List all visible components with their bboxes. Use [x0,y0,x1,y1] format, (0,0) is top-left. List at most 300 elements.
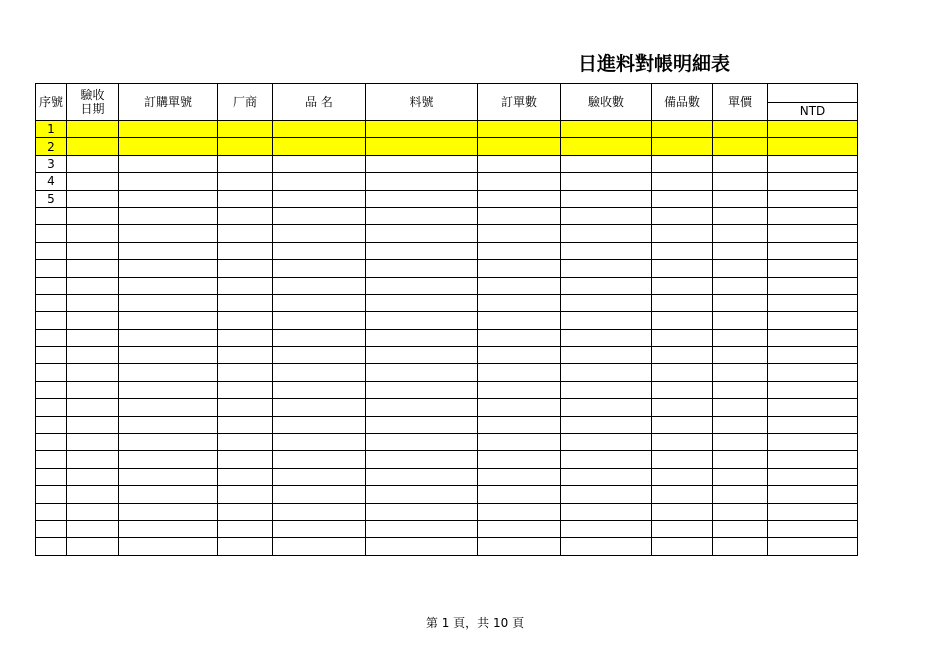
date-cell[interactable] [67,121,119,138]
order-qty-cell[interactable] [478,225,561,242]
table-row [36,399,858,416]
spare-qty-cell[interactable] [652,242,713,259]
amount-cell[interactable] [768,242,858,259]
page-footer: 第 1 頁，共 10 頁 [425,616,525,630]
received-qty-cell[interactable] [561,260,652,277]
item-name-cell[interactable] [273,364,366,381]
date-cell[interactable] [67,468,119,485]
unit-price-cell[interactable] [713,538,768,555]
vendor-cell[interactable] [218,503,273,520]
part-no-cell[interactable] [366,190,478,207]
vendor-cell[interactable] [218,207,273,224]
part-no-cell[interactable] [366,225,478,242]
date-cell[interactable] [67,207,119,224]
col-header-date [67,84,119,121]
received-qty-cell[interactable] [561,468,652,485]
date-cell[interactable] [67,364,119,381]
order-qty-cell[interactable] [478,434,561,451]
seq-cell[interactable]: 3 [36,155,67,172]
date-cell[interactable] [67,520,119,537]
table-row [36,486,858,503]
table-row [36,347,858,364]
date-cell[interactable] [67,312,119,329]
amount-cell[interactable] [768,207,858,224]
spare-qty-cell[interactable] [652,173,713,190]
date-cell[interactable] [67,294,119,311]
order-no-cell[interactable] [119,538,218,555]
sheet-title: 日進料對帳明細表 [578,53,731,75]
spare-qty-cell[interactable] [652,225,713,242]
vendor-cell[interactable] [218,486,273,503]
order-qty-cell[interactable] [478,190,561,207]
seq-cell[interactable] [36,277,67,294]
unit-price-cell[interactable] [713,364,768,381]
unit-price-cell[interactable] [713,468,768,485]
order-no-cell[interactable] [119,486,218,503]
part-no-cell[interactable] [366,503,478,520]
order-no-cell[interactable] [119,155,218,172]
seq-cell[interactable] [36,225,67,242]
seq-cell[interactable] [36,312,67,329]
spare-qty-cell[interactable] [652,416,713,433]
date-cell[interactable] [67,260,119,277]
header-row [36,84,858,103]
order-qty-cell[interactable] [478,260,561,277]
order-no-cell[interactable] [119,207,218,224]
received-qty-cell[interactable] [561,242,652,259]
received-qty-cell[interactable] [561,538,652,555]
unit-price-cell[interactable] [713,503,768,520]
col-header-item-name: 品 名 [273,84,366,121]
item-name-cell[interactable] [273,538,366,555]
spare-qty-cell[interactable] [652,155,713,172]
item-name-cell[interactable] [273,294,366,311]
received-qty-cell[interactable] [561,486,652,503]
unit-price-cell[interactable] [713,242,768,259]
order-no-cell[interactable] [119,364,218,381]
order-qty-cell[interactable] [478,538,561,555]
received-qty-cell[interactable] [561,399,652,416]
amount-cell[interactable] [768,121,858,138]
order-no-cell[interactable] [119,329,218,346]
unit-price-cell[interactable] [713,434,768,451]
item-name-cell[interactable] [273,329,366,346]
unit-price-cell[interactable] [713,486,768,503]
table-row [36,520,858,537]
seq-cell[interactable] [36,468,67,485]
received-qty-cell[interactable] [561,294,652,311]
vendor-cell[interactable] [218,468,273,485]
date-cell[interactable] [67,347,119,364]
order-no-cell[interactable] [119,312,218,329]
date-cell[interactable] [67,190,119,207]
table-row [36,468,858,485]
order-qty-cell[interactable] [478,155,561,172]
vendor-cell[interactable] [218,416,273,433]
amount-cell[interactable] [768,347,858,364]
order-no-cell[interactable] [119,225,218,242]
order-no-cell[interactable] [119,260,218,277]
seq-cell[interactable] [36,486,67,503]
spare-qty-cell[interactable] [652,503,713,520]
table-row [36,312,858,329]
seq-cell[interactable] [36,451,67,468]
part-no-cell[interactable] [366,260,478,277]
table-row [36,434,858,451]
received-qty-cell[interactable] [561,190,652,207]
order-qty-cell[interactable] [478,399,561,416]
part-no-cell[interactable] [366,486,478,503]
spare-qty-cell[interactable] [652,207,713,224]
order-no-cell[interactable] [119,138,218,155]
vendor-cell[interactable] [218,538,273,555]
item-name-cell[interactable] [273,277,366,294]
seq-cell[interactable] [36,364,67,381]
date-cell[interactable] [67,486,119,503]
vendor-cell[interactable] [218,399,273,416]
seq-cell[interactable] [36,520,67,537]
amount-cell[interactable] [768,312,858,329]
part-no-cell[interactable] [366,538,478,555]
order-qty-cell[interactable] [478,468,561,485]
item-name-cell[interactable] [273,503,366,520]
item-name-cell[interactable] [273,451,366,468]
vendor-cell[interactable] [218,294,273,311]
date-cell[interactable] [67,277,119,294]
date-cell[interactable] [67,225,119,242]
vendor-cell[interactable] [218,451,273,468]
part-no-cell[interactable] [366,347,478,364]
spare-qty-cell[interactable] [652,538,713,555]
item-name-cell[interactable] [273,138,366,155]
part-no-cell[interactable] [366,277,478,294]
amount-cell[interactable] [768,451,858,468]
amount-cell[interactable] [768,155,858,172]
part-no-cell[interactable] [366,329,478,346]
vendor-cell[interactable] [218,173,273,190]
order-qty-cell[interactable] [478,503,561,520]
part-no-cell[interactable] [366,155,478,172]
unit-price-cell[interactable] [713,416,768,433]
col-header-spare-qty: 備品數 [652,84,713,121]
item-name-cell[interactable] [273,416,366,433]
seq-cell[interactable]: 1 [36,121,67,138]
col-header-part-no: 料號 [366,84,478,121]
received-qty-cell[interactable] [561,381,652,398]
col-header-order-qty: 訂單數 [478,84,561,121]
table-row [36,207,858,224]
amount-cell[interactable] [768,538,858,555]
order-qty-cell[interactable] [478,520,561,537]
amount-cell[interactable] [768,434,858,451]
date-cell[interactable] [67,138,119,155]
spare-qty-cell[interactable] [652,486,713,503]
date-cell[interactable] [67,381,119,398]
part-no-cell[interactable] [366,242,478,259]
unit-price-cell[interactable] [713,399,768,416]
part-no-cell[interactable] [366,381,478,398]
order-qty-cell[interactable] [478,173,561,190]
received-qty-cell[interactable] [561,364,652,381]
part-no-cell[interactable] [366,520,478,537]
part-no-cell[interactable] [366,364,478,381]
vendor-cell[interactable] [218,190,273,207]
item-name-cell[interactable] [273,260,366,277]
order-qty-cell[interactable] [478,364,561,381]
spare-qty-cell[interactable] [652,520,713,537]
received-qty-cell[interactable] [561,520,652,537]
received-qty-cell[interactable] [561,451,652,468]
seq-cell[interactable] [36,399,67,416]
order-qty-cell[interactable] [478,416,561,433]
item-name-cell[interactable] [273,155,366,172]
vendor-cell[interactable] [218,312,273,329]
seq-cell[interactable] [36,381,67,398]
unit-price-cell[interactable] [713,173,768,190]
amount-cell[interactable] [768,138,858,155]
date-cell[interactable] [67,173,119,190]
part-no-cell[interactable] [366,121,478,138]
order-no-cell[interactable] [119,121,218,138]
part-no-cell[interactable] [366,173,478,190]
spare-qty-cell[interactable] [652,451,713,468]
amount-cell[interactable] [768,486,858,503]
received-qty-cell[interactable] [561,155,652,172]
reconciliation-table [35,83,858,556]
vendor-cell[interactable] [218,434,273,451]
received-qty-cell[interactable] [561,347,652,364]
table-row [36,138,858,155]
item-name-cell[interactable] [273,225,366,242]
unit-price-cell[interactable] [713,277,768,294]
order-no-cell[interactable] [119,242,218,259]
seq-cell[interactable] [36,347,67,364]
order-qty-cell[interactable] [478,294,561,311]
spare-qty-cell[interactable] [652,121,713,138]
vendor-cell[interactable] [218,277,273,294]
spare-qty-cell[interactable] [652,399,713,416]
part-no-cell[interactable] [366,207,478,224]
order-qty-cell[interactable] [478,486,561,503]
vendor-cell[interactable] [218,364,273,381]
unit-price-cell[interactable] [713,138,768,155]
order-qty-cell[interactable] [478,242,561,259]
spare-qty-cell[interactable] [652,434,713,451]
received-qty-cell[interactable] [561,329,652,346]
order-qty-cell[interactable] [478,312,561,329]
part-no-cell[interactable] [366,468,478,485]
item-name-cell[interactable] [273,190,366,207]
item-name-cell[interactable] [273,486,366,503]
spare-qty-cell[interactable] [652,312,713,329]
item-name-cell[interactable] [273,520,366,537]
amount-cell[interactable] [768,399,858,416]
part-no-cell[interactable] [366,294,478,311]
order-no-cell[interactable] [119,399,218,416]
received-qty-cell[interactable] [561,173,652,190]
received-qty-cell[interactable] [561,312,652,329]
amount-cell[interactable] [768,503,858,520]
item-name-cell[interactable] [273,468,366,485]
item-name-cell[interactable] [273,121,366,138]
date-cell[interactable] [67,503,119,520]
seq-cell[interactable]: 5 [36,190,67,207]
spare-qty-cell[interactable] [652,138,713,155]
amount-cell[interactable] [768,173,858,190]
table-row [36,364,858,381]
part-no-cell[interactable] [366,312,478,329]
item-name-cell[interactable] [273,242,366,259]
spare-qty-cell[interactable] [652,381,713,398]
received-qty-cell[interactable] [561,121,652,138]
order-no-cell[interactable] [119,277,218,294]
seq-cell[interactable] [36,434,67,451]
amount-cell[interactable] [768,294,858,311]
received-qty-cell[interactable] [561,138,652,155]
received-qty-cell[interactable] [561,225,652,242]
amount-cell[interactable] [768,329,858,346]
received-qty-cell[interactable] [561,277,652,294]
unit-price-cell[interactable] [713,312,768,329]
amount-cell[interactable] [768,520,858,537]
order-qty-cell[interactable] [478,347,561,364]
date-cell[interactable] [67,242,119,259]
vendor-cell[interactable] [218,121,273,138]
date-cell[interactable] [67,416,119,433]
order-no-cell[interactable] [119,451,218,468]
spare-qty-cell[interactable] [652,190,713,207]
date-cell[interactable] [67,155,119,172]
vendor-cell[interactable] [218,242,273,259]
received-qty-cell[interactable] [561,434,652,451]
amount-cell[interactable] [768,381,858,398]
seq-cell[interactable] [36,207,67,224]
item-name-cell[interactable] [273,399,366,416]
spare-qty-cell[interactable] [652,277,713,294]
col-header-seq: 序號 [36,84,67,121]
table-row [36,416,858,433]
received-qty-cell[interactable] [561,207,652,224]
seq-cell[interactable]: 2 [36,138,67,155]
unit-price-cell[interactable] [713,121,768,138]
vendor-cell[interactable] [218,155,273,172]
order-no-cell[interactable] [119,294,218,311]
received-qty-cell[interactable] [561,416,652,433]
vendor-cell[interactable] [218,329,273,346]
seq-cell[interactable] [36,329,67,346]
unit-price-cell[interactable] [713,225,768,242]
date-cell[interactable] [67,434,119,451]
item-name-cell[interactable] [273,173,366,190]
date-cell[interactable] [67,451,119,468]
unit-price-cell[interactable] [713,451,768,468]
vendor-cell[interactable] [218,260,273,277]
amount-cell[interactable] [768,468,858,485]
unit-price-cell[interactable] [713,190,768,207]
vendor-cell[interactable] [218,381,273,398]
part-no-cell[interactable] [366,451,478,468]
seq-cell[interactable]: 4 [36,173,67,190]
unit-price-cell[interactable] [713,381,768,398]
order-no-cell[interactable] [119,173,218,190]
order-qty-cell[interactable] [478,451,561,468]
amount-cell[interactable] [768,364,858,381]
unit-price-cell[interactable] [713,260,768,277]
spare-qty-cell[interactable] [652,329,713,346]
unit-price-cell[interactable] [713,520,768,537]
amount-cell[interactable] [768,260,858,277]
received-qty-cell[interactable] [561,503,652,520]
unit-price-cell[interactable] [713,207,768,224]
order-no-cell[interactable] [119,520,218,537]
item-name-cell[interactable] [273,347,366,364]
vendor-cell[interactable] [218,520,273,537]
order-qty-cell[interactable] [478,381,561,398]
order-no-cell[interactable] [119,434,218,451]
seq-cell[interactable] [36,538,67,555]
date-cell[interactable] [67,329,119,346]
order-no-cell[interactable] [119,190,218,207]
date-cell[interactable] [67,399,119,416]
seq-cell[interactable] [36,294,67,311]
item-name-cell[interactable] [273,434,366,451]
amount-cell[interactable] [768,277,858,294]
table-row [36,121,858,138]
spare-qty-cell[interactable] [652,468,713,485]
part-no-cell[interactable] [366,399,478,416]
order-qty-cell[interactable] [478,138,561,155]
unit-price-cell[interactable] [713,294,768,311]
order-no-cell[interactable] [119,468,218,485]
amount-cell[interactable] [768,225,858,242]
order-no-cell[interactable] [119,416,218,433]
table-row [36,329,858,346]
vendor-cell[interactable] [218,347,273,364]
item-name-cell[interactable] [273,207,366,224]
order-no-cell[interactable] [119,347,218,364]
vendor-cell[interactable] [218,225,273,242]
order-qty-cell[interactable] [478,121,561,138]
spare-qty-cell[interactable] [652,260,713,277]
table-row [36,155,858,172]
order-no-cell[interactable] [119,503,218,520]
order-no-cell[interactable] [119,381,218,398]
unit-price-cell[interactable] [713,155,768,172]
seq-cell[interactable] [36,242,67,259]
order-qty-cell[interactable] [478,207,561,224]
spare-qty-cell[interactable] [652,364,713,381]
item-name-cell[interactable] [273,312,366,329]
item-name-cell[interactable] [273,381,366,398]
table-row [36,451,858,468]
order-qty-cell[interactable] [478,329,561,346]
seq-cell[interactable] [36,416,67,433]
part-no-cell[interactable] [366,434,478,451]
unit-price-cell[interactable] [713,329,768,346]
spare-qty-cell[interactable] [652,294,713,311]
seq-cell[interactable] [36,503,67,520]
amount-cell[interactable] [768,416,858,433]
unit-price-cell[interactable] [713,347,768,364]
vendor-cell[interactable] [218,138,273,155]
date-cell[interactable] [67,538,119,555]
seq-cell[interactable] [36,260,67,277]
part-no-cell[interactable] [366,138,478,155]
amount-cell[interactable] [768,190,858,207]
order-qty-cell[interactable] [478,277,561,294]
spare-qty-cell[interactable] [652,347,713,364]
part-no-cell[interactable] [366,416,478,433]
